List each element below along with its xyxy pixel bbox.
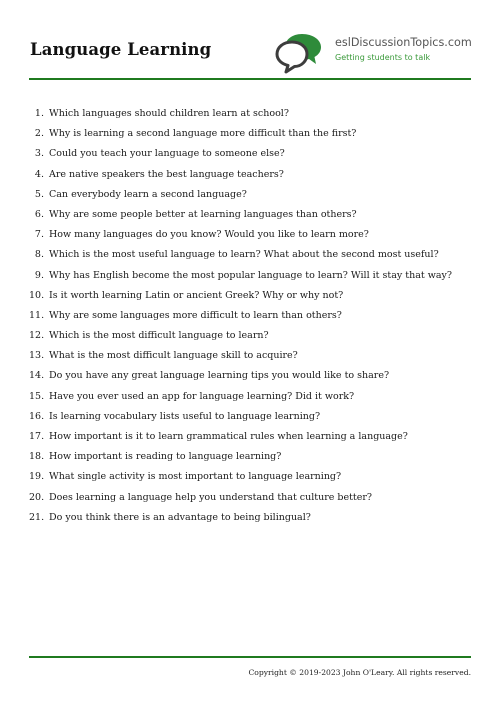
question-number: 21.	[29, 511, 45, 523]
question-text: Can everybody learn a second language?	[49, 188, 247, 200]
question-number: 13.	[29, 350, 45, 362]
question-item	[29, 369, 471, 389]
question-item	[29, 390, 471, 410]
brand-logo-block	[275, 28, 470, 74]
question-text: Why are some people better at learning languages than others?	[49, 208, 357, 220]
copyright-notice: Copyright © 2019-2023 John O'Leary. All rights reserved.	[248, 668, 471, 677]
question-item	[29, 349, 471, 369]
page-header	[29, 28, 471, 78]
question-number: 20.	[29, 491, 45, 503]
question-item	[29, 107, 471, 127]
question-text: Which is the most useful language to learn? What about the second most useful?	[49, 249, 439, 261]
question-number: 1.	[34, 108, 44, 119]
brand-name: eslDiscussionTopics.com	[335, 36, 472, 49]
question-item	[29, 430, 471, 450]
question-text: How important is reading to language learning?	[49, 451, 282, 463]
question-number: 4.	[34, 168, 44, 180]
question-number: 2.	[34, 128, 44, 140]
question-text: How many languages do you know? Would you like to learn more?	[49, 229, 369, 241]
question-number: 15.	[29, 390, 45, 402]
question-number: 11.	[29, 309, 45, 321]
question-item	[29, 511, 471, 531]
question-item	[29, 248, 471, 268]
question-text: Why has English become the most popular language to learn? Will it stay that way?	[49, 269, 452, 281]
question-text: Have you ever used an app for language learning? Did it work?	[49, 390, 355, 402]
question-number: 3.	[34, 148, 44, 160]
brand-tagline: Getting students to talk	[335, 53, 431, 62]
question-item	[29, 470, 471, 490]
question-number: 18.	[29, 451, 45, 463]
question-text: Does learning a language help you understand that culture better?	[49, 491, 372, 503]
question-text: Could you teach your language to someone else?	[49, 148, 285, 160]
footer-divider	[29, 656, 471, 658]
question-item	[29, 228, 471, 248]
question-item	[29, 309, 471, 329]
question-number: 19.	[29, 471, 45, 483]
question-item	[29, 269, 471, 289]
question-text: Why is learning a second language more difficult than the first?	[49, 128, 357, 140]
question-item	[29, 289, 471, 309]
question-text: What is the most difficult language skill to acquire?	[49, 350, 298, 362]
question-number: 14.	[29, 370, 45, 382]
question-item	[29, 127, 471, 147]
question-number: 8.	[34, 249, 44, 261]
question-text: Is learning vocabulary lists useful to language learning?	[49, 410, 321, 422]
question-number: 9.	[34, 269, 44, 281]
question-number: 6.	[34, 208, 44, 220]
question-item	[29, 450, 471, 470]
question-text: Which languages should children learn at school?	[49, 108, 289, 119]
header-divider	[29, 78, 471, 80]
question-item	[29, 491, 471, 511]
question-text: Do you have any great language learning tips you would like to share?	[49, 370, 390, 382]
question-number: 17.	[29, 431, 45, 442]
speech-bubbles-icon	[275, 30, 335, 74]
question-text: What single activity is most important to language learning?	[49, 471, 342, 483]
question-item	[29, 147, 471, 167]
question-item	[29, 410, 471, 430]
question-text: How important is it to learn grammatical rules when learning a language?	[49, 431, 408, 442]
question-text: Is it worth learning Latin or ancient Greek? Why or why not?	[49, 289, 344, 301]
question-number: 16.	[29, 410, 45, 422]
question-text: Which is the most difficult language to learn?	[49, 330, 269, 342]
question-item	[29, 188, 471, 208]
question-number: 10.	[29, 289, 45, 301]
question-number: 5.	[34, 188, 44, 200]
question-number: 7.	[34, 229, 44, 241]
page-title: Language Learning	[30, 40, 212, 59]
question-number: 12.	[29, 330, 45, 342]
question-list	[29, 107, 471, 531]
question-item	[29, 168, 471, 188]
question-item	[29, 329, 471, 349]
question-text: Are native speakers the best language teachers?	[49, 168, 284, 180]
question-text: Why are some languages more difficult to learn than others?	[49, 309, 342, 321]
question-text: Do you think there is an advantage to being bilingual?	[49, 511, 311, 523]
question-item	[29, 208, 471, 228]
